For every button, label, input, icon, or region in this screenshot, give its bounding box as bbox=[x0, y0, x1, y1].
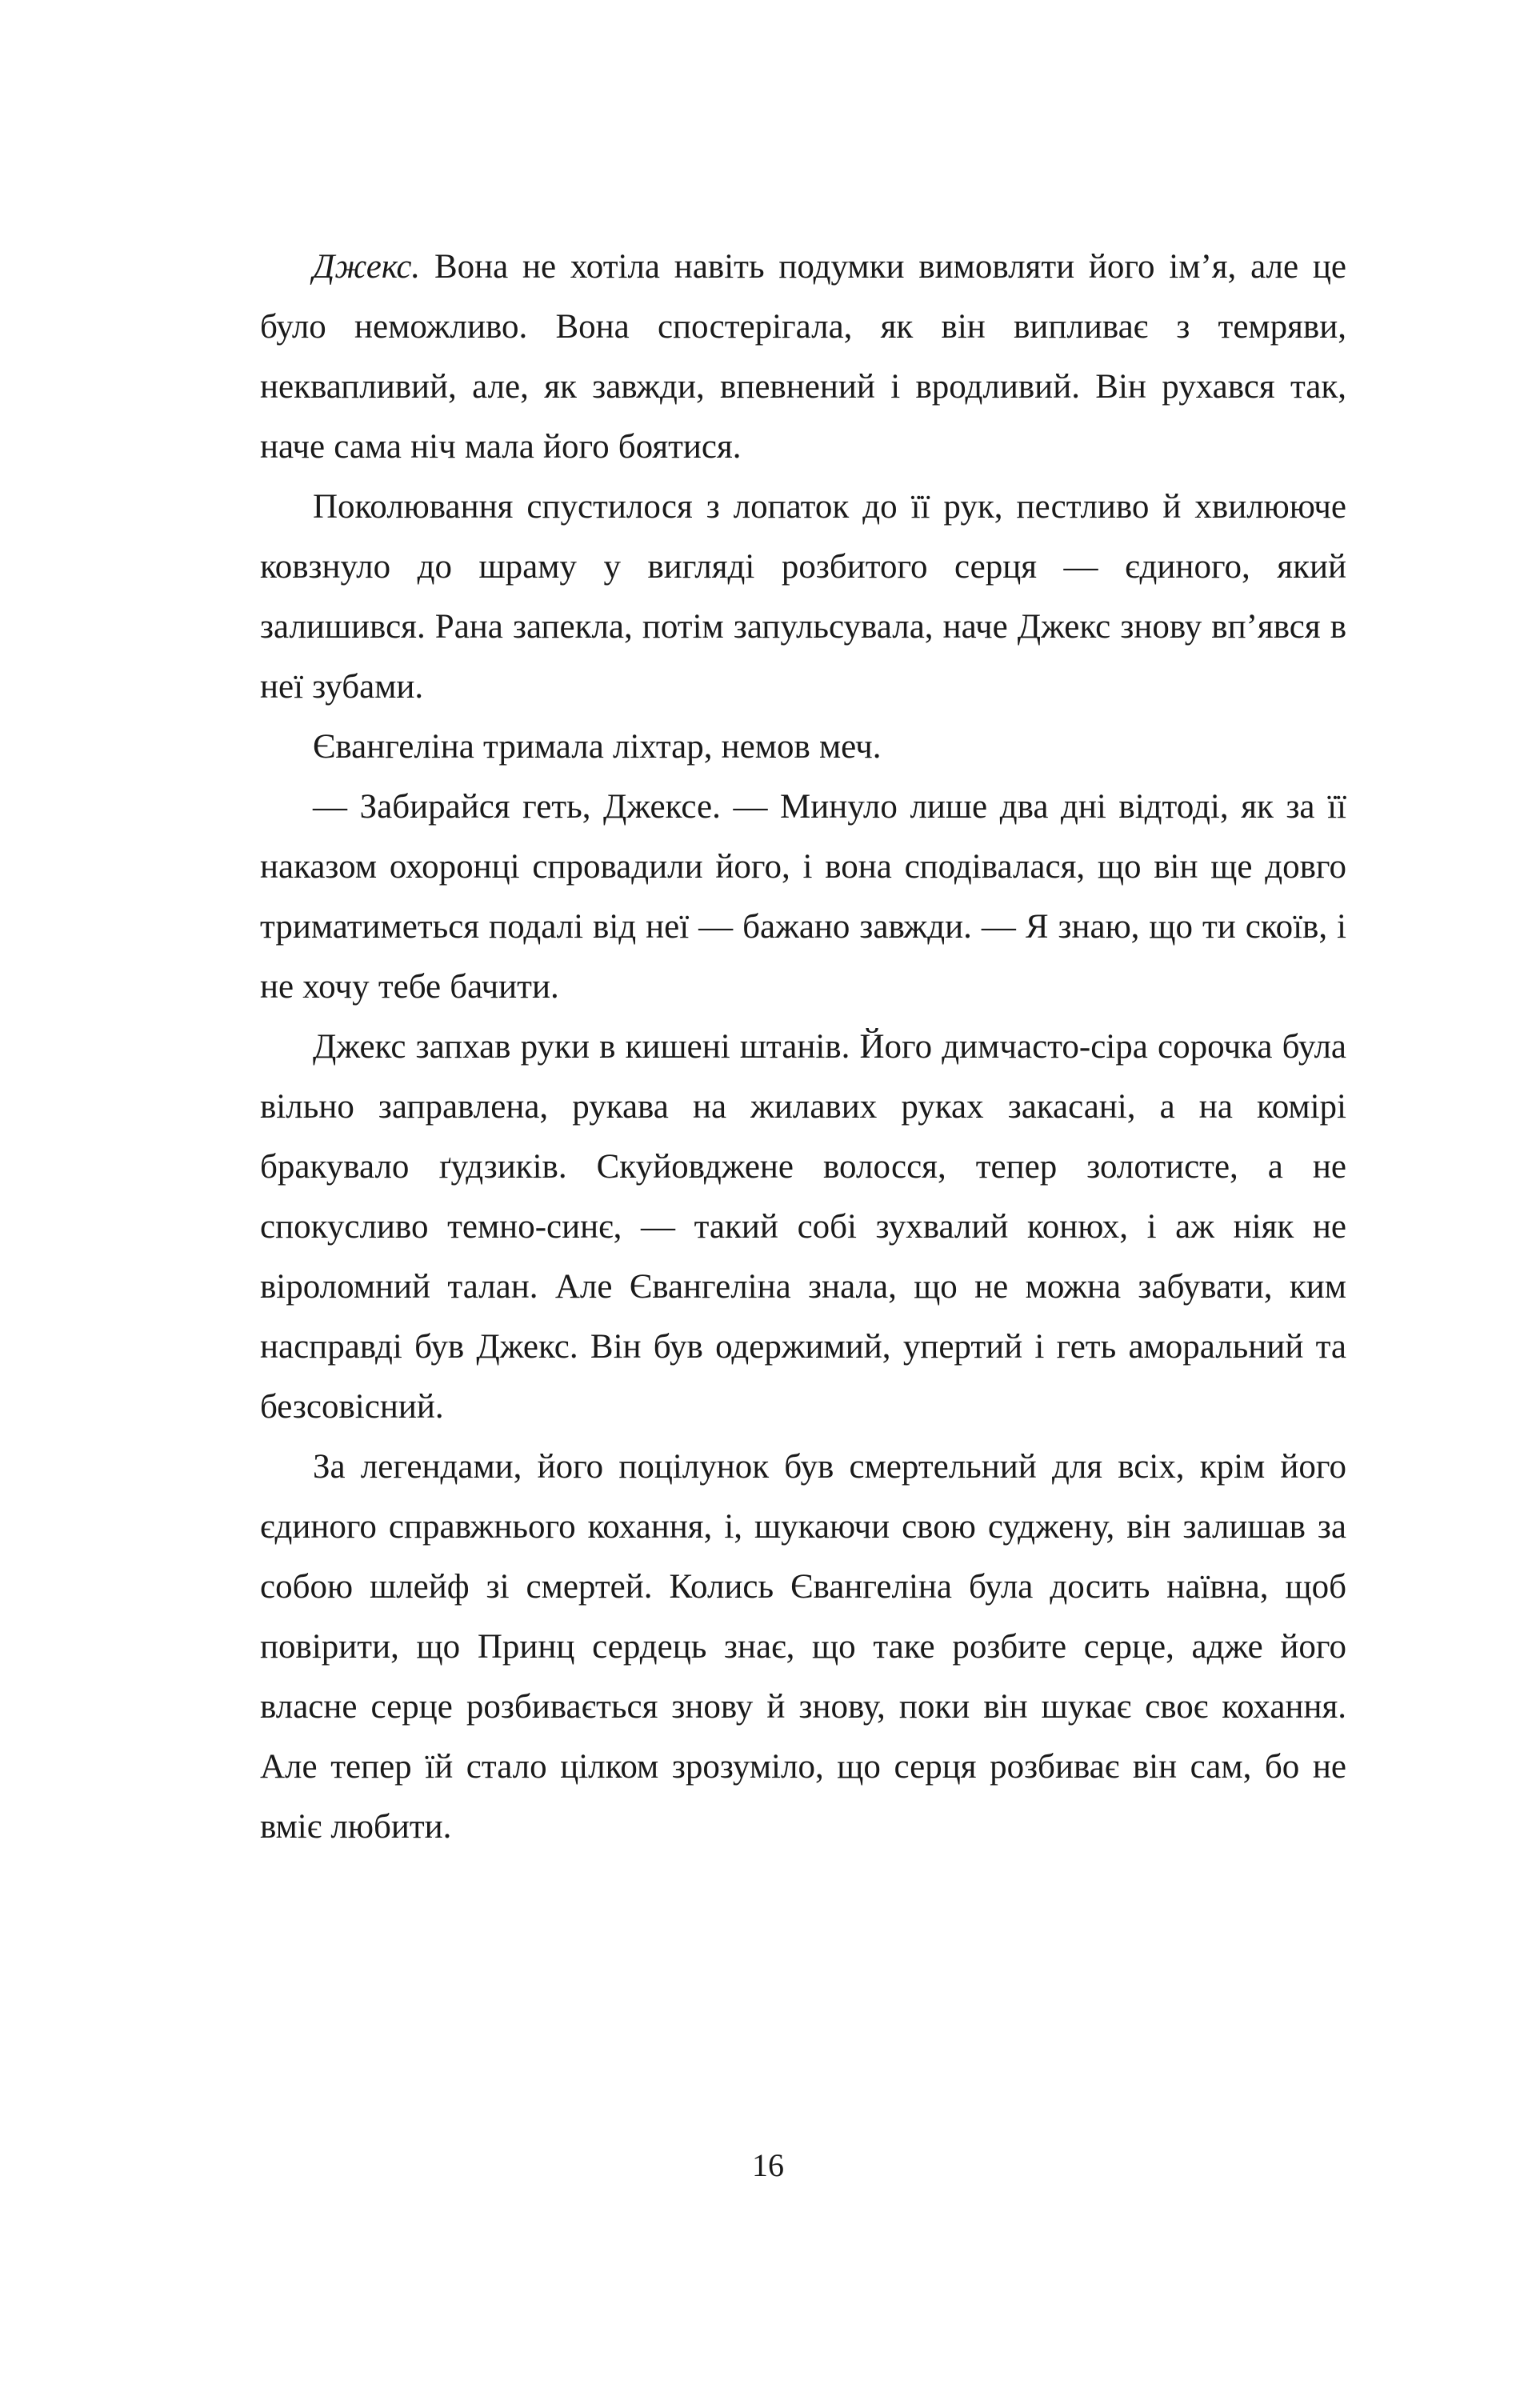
paragraph-text: Вона не хотіла навіть подумки вимовляти його ім’я, але це було неможливо. Вона спостерігала, як він випливає з темряви, неквапливий, але, як завжди, впевнений і вродливий. Він рухався так, наче сама ніч мала його боятися. bbox=[260, 248, 1346, 466]
paragraph bbox=[260, 1017, 1346, 1437]
paragraph-text: Поколювання спустилося з лопаток до її рук, пестливо й хвилююче ковзнуло до шраму у вигляді розбитого серця — єдиного, який залишився. Рана запекла, потім запульсувала, наче Джекс знову вп’явся в неї зубами. bbox=[260, 488, 1346, 706]
paragraph bbox=[260, 237, 1346, 477]
paragraph-text: Євангеліна тримала ліхтар, немов меч. bbox=[313, 728, 882, 766]
paragraph bbox=[260, 477, 1346, 717]
paragraph-text: Джекс запхав руки в кишені штанів. Його димчасто-сіра сорочка була вільно заправлена, рукава на жилавих руках закасані, а на комірі бракувало ґудзиків. Скуйовджене волосся, тепер золотисте, а не спокусливо темно-синє, — такий собі зухвалий конюх, і аж ніяк не віроломний талан. Але Євангеліна знала, що не можна забувати, ким насправді був Джекс. Він був одержимий, упертий і геть аморальний та безсовісний. bbox=[260, 1028, 1346, 1426]
paragraph bbox=[260, 777, 1346, 1017]
page-number: 16 bbox=[752, 2147, 784, 2183]
paragraph bbox=[260, 717, 1346, 777]
paragraph-text: — Забирайся геть, Джексе. — Минуло лише два дні відтоді, як за її наказом охоронці спровадили його, і вона сподівалася, що він ще довго триматиметься подалі від неї — бажано завжди. — Я знаю, що ти скоїв, і не хочу тебе бачити. bbox=[260, 788, 1346, 1006]
italic-lead-word: Джекс. bbox=[313, 248, 421, 286]
page-text-block bbox=[260, 237, 1346, 1857]
paragraph bbox=[260, 1437, 1346, 1857]
paragraph-text: За легендами, його поцілунок був смертельний для всіх, крім його єдиного справжнього кохання, і, шукаючи свою суджену, він залишав за собою шлейф зі смертей. Колись Євангеліна була досить наївна, щоб повірити, що Принц сердець знає, що таке розбите серце, адже його власне серце розбивається знову й знову, поки він шукає своє кохання. Але тепер їй стало цілком зрозуміло, що серця розбиває він сам, бо не вміє любити. bbox=[260, 1448, 1346, 1846]
